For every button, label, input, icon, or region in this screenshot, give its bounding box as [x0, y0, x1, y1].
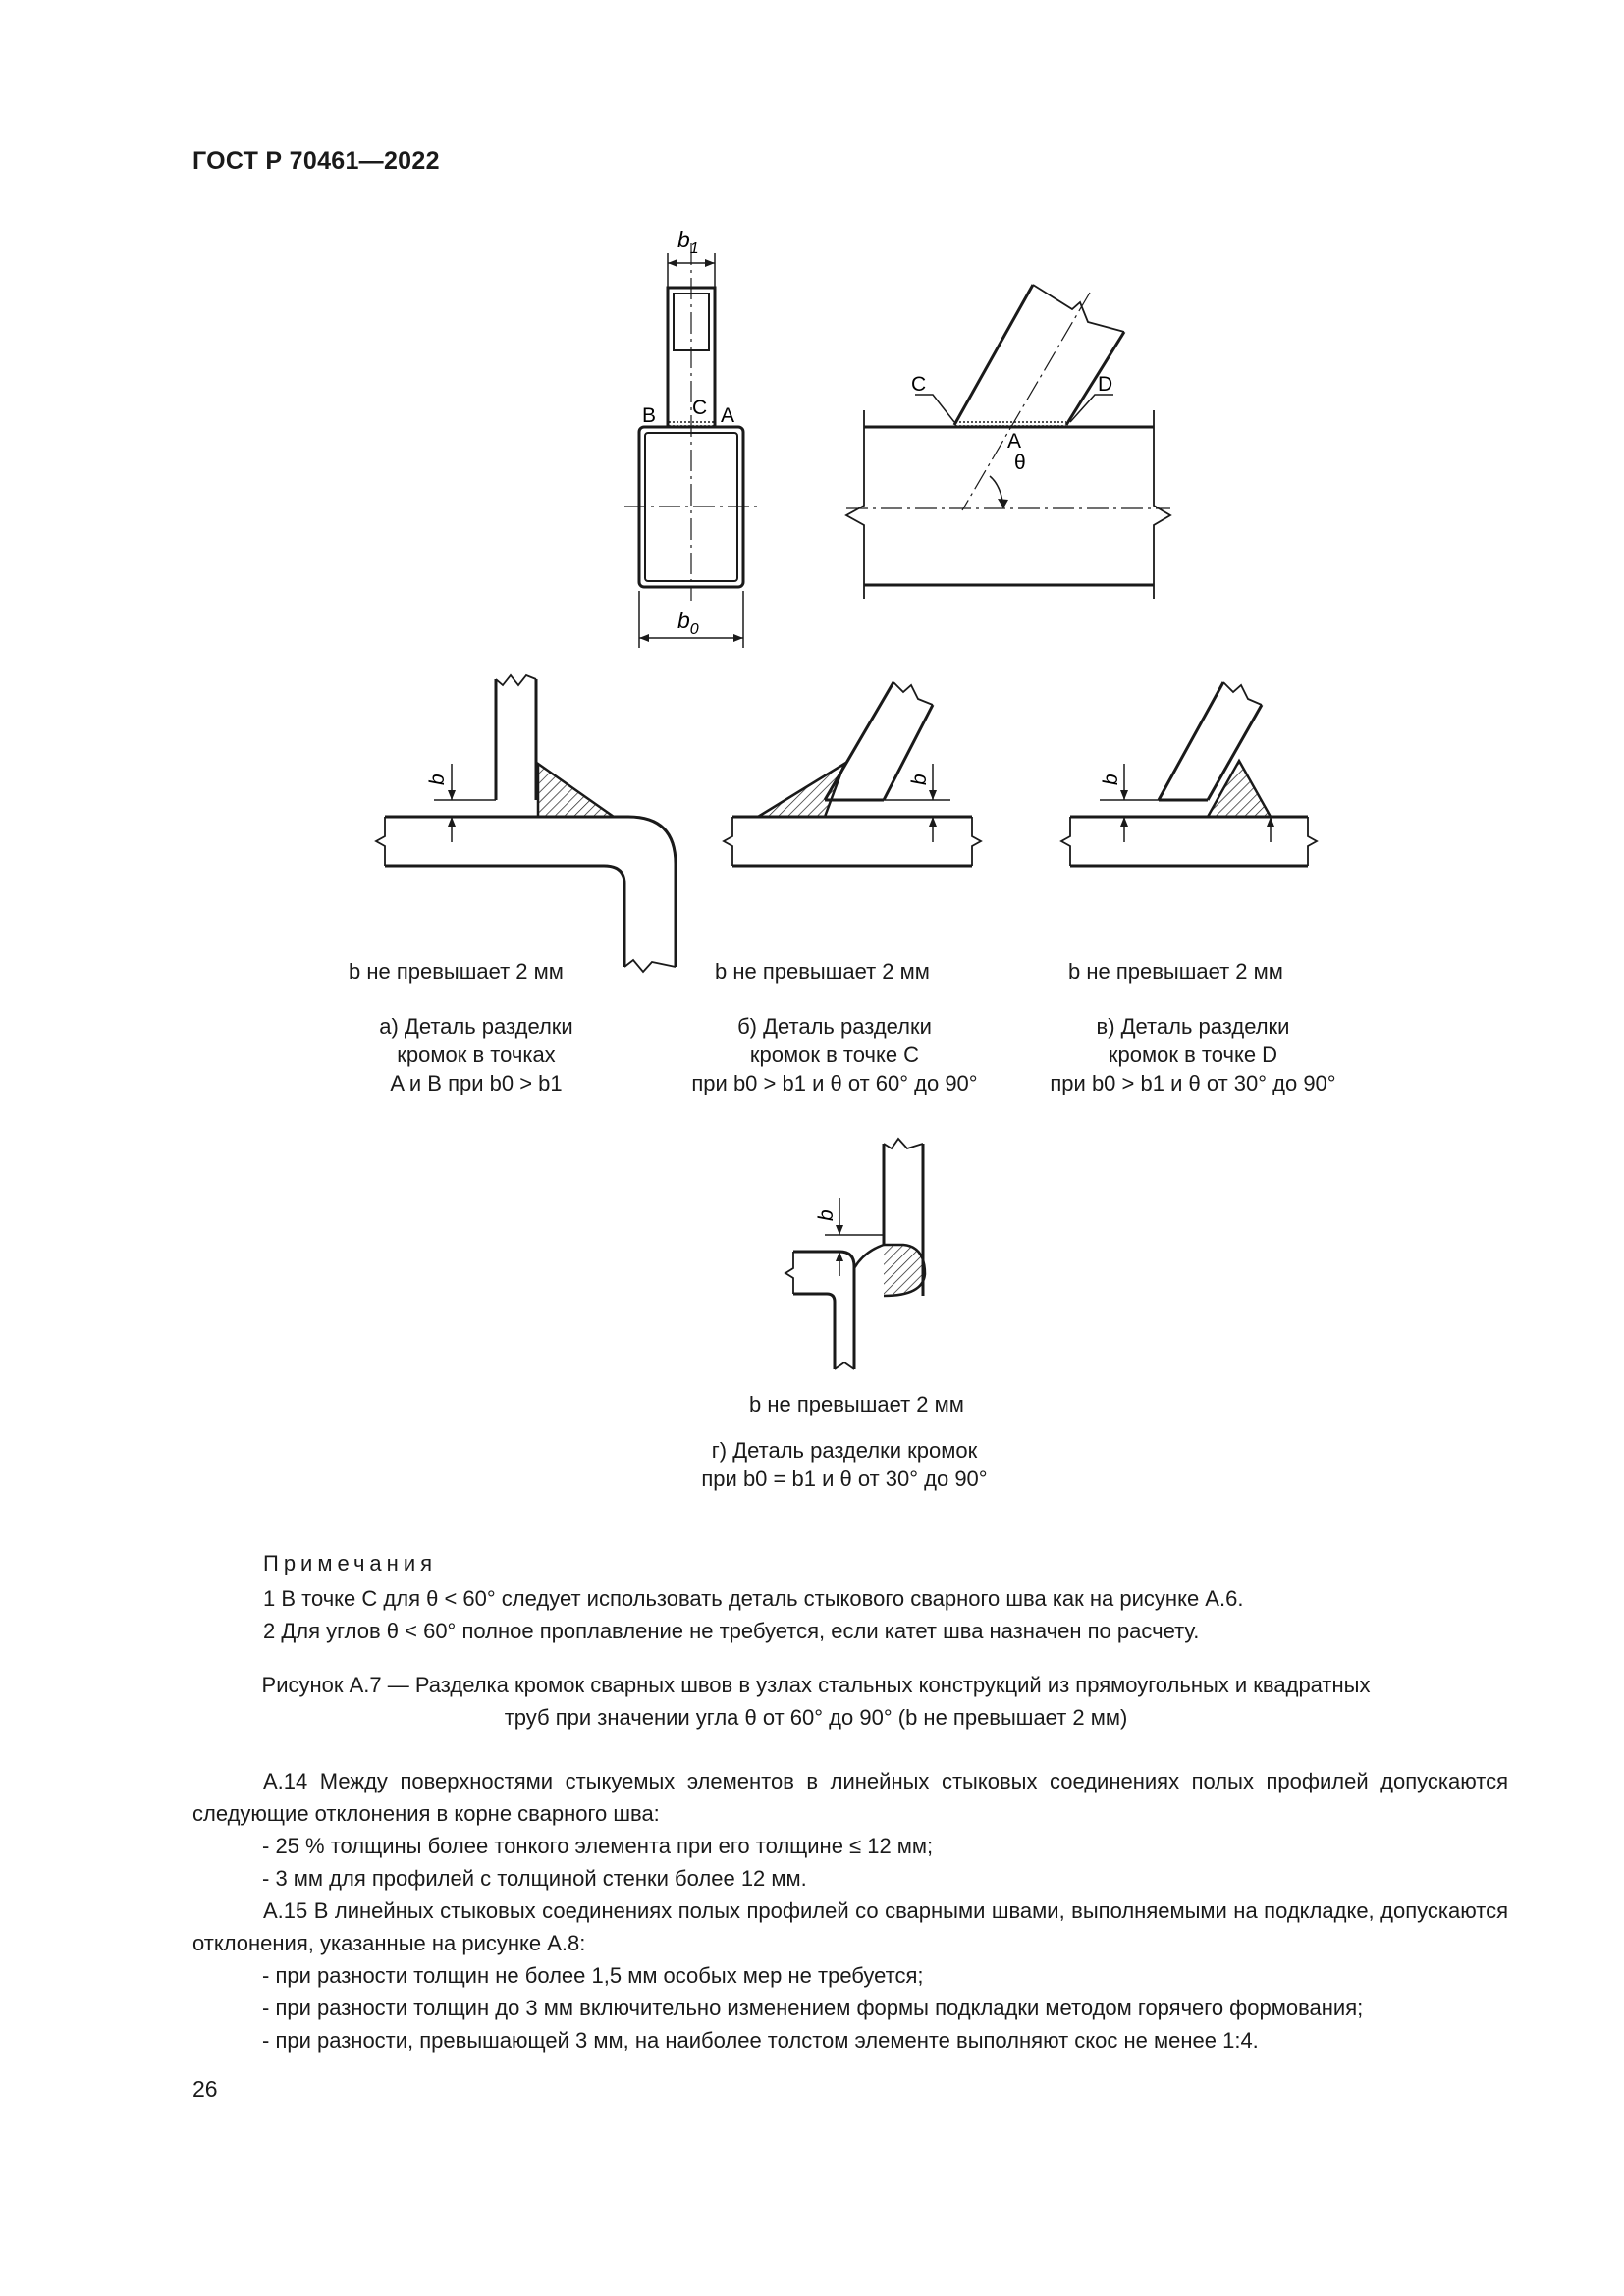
- document-header: ГОСТ Р 70461—2022: [192, 147, 440, 175]
- detail-b-caption: б) Деталь разделки кромок в точке C при b0 > b1 и θ от 60° до 90°: [691, 1014, 978, 1095]
- a14-item-2: - 3 мм для профилей с толщиной стенки более 12 мм.: [262, 1866, 807, 1891]
- label-B: B: [642, 404, 657, 427]
- label-b0: $b_0$: [677, 608, 699, 638]
- note-1: 1 В точке С для θ < 60° следует использовать деталь стыкового сварного шва как на рисунке А.6.: [263, 1586, 1244, 1611]
- dim-b-d: b: [815, 1209, 838, 1221]
- dim-b-a: b: [426, 774, 449, 785]
- detail-a-drawing: [376, 675, 676, 972]
- label-A-side: A: [1007, 430, 1022, 453]
- detail-d-drawing: [785, 1139, 925, 1369]
- detail-a-limit: b не превышает 2 мм: [349, 959, 564, 984]
- note-2: 2 Для углов θ < 60° полное проплавление не требуется, если катет шва назначен по расчету.: [263, 1619, 1200, 1643]
- label-C-section: C: [692, 397, 708, 419]
- section-view: [624, 243, 758, 648]
- notes-title: Примечания: [263, 1551, 438, 1575]
- figure-caption: Рисунок А.7 — Разделка кромок сварных швов в узлах стальных конструкций из прямоугольных и квадратных труб при значении угла θ от 60° до 90° (b не превышает 2 мм): [261, 1673, 1371, 1730]
- detail-a-caption: а) Деталь разделки кромок в точках A и B при b0 > b1: [379, 1014, 573, 1095]
- page-number: 26: [192, 2076, 218, 2102]
- label-D-side: D: [1098, 373, 1113, 396]
- label-theta: θ: [1014, 452, 1026, 474]
- paragraph-a15: А.15 В линейных стыковых соединениях полых профилей со сварными швами, выполняемыми на подкладке, допускаются отклонения, указанные на рисунке А.8:: [192, 1898, 1508, 1955]
- detail-c-limit: b не превышает 2 мм: [1068, 959, 1283, 984]
- detail-d-limit: b не превышает 2 мм: [749, 1392, 964, 1416]
- dim-b-c: b: [1100, 774, 1122, 785]
- a15-item-3: - при разности, превышающей 3 мм, на наиболее толстом элементе выполняют скос не менее 1:4.: [262, 2028, 1259, 2053]
- a15-item-2: - при разности толщин до 3 мм включительно изменением формы подкладки методом горячего формования;: [262, 1996, 1364, 2020]
- detail-b-limit: b не превышает 2 мм: [715, 959, 930, 984]
- detail-c-caption: в) Деталь разделки кромок в точке D при b0 > b1 и θ от 30° до 90°: [1050, 1014, 1336, 1095]
- label-b1: $b_1$: [677, 227, 699, 257]
- a15-item-1: - при разности толщин не более 1,5 мм особых мер не требуется;: [262, 1963, 924, 1988]
- label-A-section: A: [721, 404, 735, 427]
- dim-b-b: b: [908, 774, 931, 785]
- detail-d-caption: г) Деталь разделки кромок при b0 = b1 и θ от 30° до 90°: [701, 1438, 988, 1491]
- detail-b-drawing: [724, 682, 981, 866]
- label-C-side: C: [911, 373, 927, 396]
- a14-item-1: - 25 % толщины более тонкого элемента при его толщине ≤ 12 мм;: [262, 1834, 934, 1858]
- paragraph-a14: А.14 Между поверхностями стыкуемых элементов в линейных стыковых соединениях полых профилей допускаются следующие отклонения в корне сварного шва:: [192, 1769, 1508, 1826]
